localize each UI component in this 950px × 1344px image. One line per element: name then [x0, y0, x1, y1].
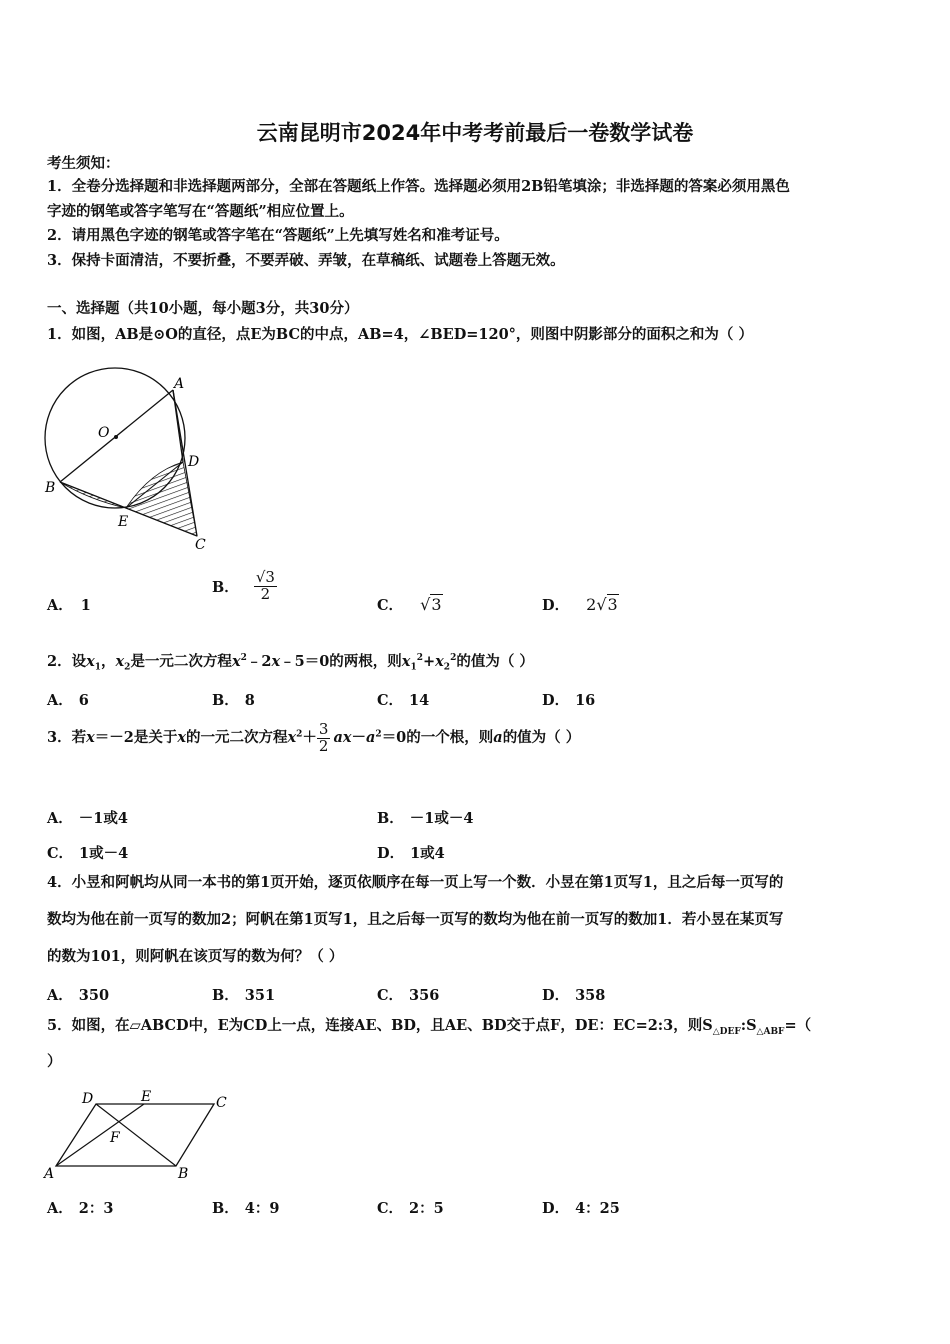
segment-bd — [96, 1104, 176, 1166]
center-dot — [114, 435, 118, 439]
label-a: A — [174, 376, 185, 392]
label-e: E — [118, 514, 129, 530]
page-title: 云南昆明市2024年中考考前最后一卷数学试卷 — [256, 121, 694, 145]
q2-option-c[interactable]: C． 14 — [377, 692, 430, 709]
label-c: C — [216, 1095, 227, 1111]
q4-option-a[interactable]: A． 350 — [47, 987, 110, 1004]
notice-line-3: 2．请用黑色字迹的钢笔或答字笔在“答题纸”上先填写姓名和准考证号。 — [47, 227, 509, 244]
q3-option-b[interactable]: B． －1或－4 — [377, 810, 474, 827]
label-d: D — [82, 1091, 94, 1107]
q3-option-c[interactable]: C． 1或－4 — [47, 845, 129, 862]
label-b: B — [178, 1166, 189, 1182]
q4-line-2: 数均为他在前一页写的数加2；阿帆在第1页写1，且之后每一页写的数均为他在前一页写的数加1．若小昱在某页写 — [47, 911, 784, 928]
q1-option-a[interactable]: A． 1 — [47, 597, 91, 614]
label-o: O — [98, 425, 110, 441]
q5-figure — [40, 1086, 240, 1184]
label-e: E — [141, 1089, 152, 1105]
q1-option-c[interactable]: C． √3 — [377, 595, 442, 614]
section-heading: 一、选择题（共10小题，每小题3分，共30分） — [47, 300, 359, 317]
q2-option-a[interactable]: A． 6 — [47, 692, 89, 709]
label-a: A — [44, 1166, 55, 1182]
q3-option-d[interactable]: D． 1或4 — [377, 845, 445, 862]
fraction: $\frac{√3}{2}$ — [255, 568, 275, 603]
notice-heading: 考生须知： — [47, 155, 120, 172]
sqrt: 2√3 — [586, 595, 618, 614]
q5-option-d[interactable]: D． 4：25 — [542, 1200, 620, 1217]
segment-ad — [173, 390, 183, 462]
notice-line-4: 3．保持卡面清洁，不要折叠，不要弄破、弄皱，在草稿纸、试题卷上答题无效。 — [47, 252, 565, 269]
q2-stem: 2．设$x_1$，$x_2$是一元二次方程$x^2﹣2x﹣5=0$的两根，则$x_1^2+x_2^2$的值为（ ） — [47, 652, 534, 673]
label-f: F — [110, 1130, 120, 1146]
notice-line-2: 字迹的钢笔或答字笔写在“答题纸”相应位置上。 — [47, 203, 354, 220]
q4-option-b[interactable]: B． 351 — [212, 987, 276, 1004]
q5-option-b[interactable]: B． 4：9 — [212, 1200, 280, 1217]
label-d: D — [188, 454, 200, 470]
q3-stem: 3．若x＝－2是关于x的一元二次方程$x^2+$ $\frac{3}{2}$ $ax-a^2=0$的一个根，则a的值为（ ） — [47, 720, 581, 755]
label-b: B — [45, 480, 56, 496]
q5-stem: 5．如图，在▱ABCD中，E为CD上一点，连接AE、BD，且AE、BD交于点F，DE：EC=2:3，则$S_{\triangle DEF}:S_{\triangle ABF}=$（ — [47, 1017, 812, 1037]
parallelogram-abcd — [56, 1104, 214, 1166]
q1-option-b[interactable]: B． $\frac{√3}{2}$ — [212, 568, 275, 603]
q1-figure — [40, 360, 220, 560]
label-c: C — [195, 537, 206, 553]
q4-line-1: 4．小昱和阿帆均从同一本书的第1页开始，逐页依顺序在每一页上写一个数．小昱在第1页写1，且之后每一页写的 — [47, 874, 784, 891]
sqrt: √3 — [420, 595, 442, 614]
notice-line-1: 1．全卷分选择题和非选择题两部分，全部在答题纸上作答。选择题必须用2B铅笔填涂；非选择题的答案必须用黑色 — [47, 178, 790, 195]
q2-option-d[interactable]: D． 16 — [542, 692, 596, 709]
q1-stem: 1．如图，AB是⊙O的直径，点E为BC的中点，AB=4，∠BED=120°，则图中阴影部分的面积之和为（ ） — [47, 326, 753, 343]
q4-line-3: 的数为101，则阿帆在该页写的数为何？（ ） — [47, 948, 344, 965]
q2-option-b[interactable]: B． 8 — [212, 692, 255, 709]
q1-option-d[interactable]: D． 2√3 — [542, 595, 618, 614]
segment-ae — [56, 1104, 144, 1166]
q4-option-c[interactable]: C． 356 — [377, 987, 440, 1004]
q3-option-a[interactable]: A． －1或4 — [47, 810, 128, 827]
q5-option-c[interactable]: C． 2：5 — [377, 1200, 444, 1217]
q5-option-a[interactable]: A． 2：3 — [47, 1200, 114, 1217]
q5-stem-line-2: ） — [47, 1053, 62, 1070]
fraction: $\frac{3}{2}$ — [318, 720, 329, 755]
q4-option-d[interactable]: D． 358 — [542, 987, 606, 1004]
